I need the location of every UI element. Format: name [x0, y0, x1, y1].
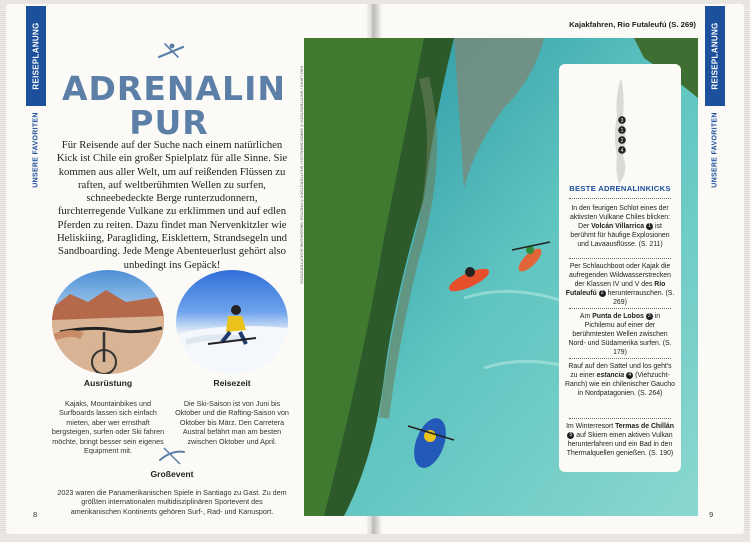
section-tab-right	[705, 6, 725, 106]
mountain-bike-photo	[52, 270, 164, 374]
page-title	[62, 69, 286, 142]
event-heading: Großevent	[150, 469, 194, 479]
page-edge-left	[1, 10, 5, 530]
item-text: Per Schlauchboot oder Kajak die aufregenden Wildwasserstrecken der Klassen IV und V des	[569, 263, 671, 288]
travel-time-text: Die Ski-Saison ist von Juni bis Oktober und die Rafting-Saison von Oktober bis März. Den Carretera Austral befährt man am besten zwischen Oktober und April.	[175, 399, 289, 446]
equipment-text: Kajaks, Mountainbikes und Surfboards lassen sich einfach mieten, aber wer ernsthaft bergsteigen, surfen oder Ski fahren möchte, bringt besser sein eigenes Equipment mit.	[51, 399, 165, 456]
canoe-icon	[158, 446, 186, 466]
item-highlight: Río Futaleufú	[565, 281, 666, 297]
event-text: 2023 waren die Panamerikanischen Spiele in Santiago zu Gast. Zu dem größten internationalen multidisziplinären Sportevent des amerikanischen Kontinents gehören Surf-, Rad- und Kanusport.	[57, 488, 287, 516]
item-number: 5	[567, 432, 574, 439]
photo-credit-text: KAD LAHIN / SHUTTERSTOCK © SIMON BAKALICH / SHUTTERSTOCK © PHOTOS: MAGDALENA.SCHUTTERSTOCK	[299, 65, 305, 285]
page-number-right: 9	[709, 510, 714, 519]
travel-time-heading: Reisezeit	[213, 378, 251, 388]
item-text: auf Skiern einen aktiven Vulkan herunterfahren und ein Bad in den Thermalquellen genießen. (S. 190)	[566, 432, 674, 457]
panel-divider	[569, 258, 671, 259]
item-highlight: estancia	[596, 372, 625, 379]
photo-caption: Kajakfahren, Rio Futaleufú (S. 269)	[569, 20, 696, 29]
intro-text: Für Reisende auf der Suche nach einem natürlichen Kick ist Chile ein großer Spielplatz für alle Sinne. Sie kommen aus aller Welt, um auf reißenden Flüssen zu raften, auf weltberühmten Wellen zu surfen, schneebedeckte Berge runterzudonnern, furchterregende Vulkane zu erklimmen und auf edlen Pferden zu reiten. Dazu findet man Nervenkitzler wie Heliskiing, Paragliding, Eisklettern, Strandsegeln und Sandboarding. Jede Menge Abenteuerlust gehört also unbedingt ins Gepäck!	[56, 139, 288, 271]
panel-item	[565, 422, 675, 458]
panel-divider	[569, 418, 671, 419]
adrenaline-panel	[559, 64, 681, 472]
item-text: Rauf auf den Sattel und los geht's zu einer	[568, 363, 672, 379]
equipment-heading: Ausrüstung	[83, 378, 133, 388]
title-line1: ADRENALIN	[62, 69, 286, 108]
panel-item	[565, 362, 675, 398]
subsection-tab-right	[705, 110, 725, 190]
panel-item	[565, 312, 675, 357]
title-line2: PUR	[129, 103, 209, 142]
map-marker-1: 3	[620, 118, 624, 124]
item-text: Im Winterresort	[566, 423, 616, 430]
panel-divider	[569, 198, 671, 199]
item-number: 4	[626, 372, 633, 379]
kayak-icon	[156, 40, 186, 64]
item-number: 2	[599, 290, 606, 297]
page-number-left: 8	[33, 510, 38, 519]
panel-title: BESTE ADRENALINKICKS	[569, 184, 671, 193]
subsection-tab-label: UNSERE FAVORITEN	[32, 112, 40, 188]
section-tab-label: REISEPLANUNG	[31, 22, 41, 90]
item-highlight: Punta de Lobos	[592, 313, 644, 320]
subsection-tab	[26, 110, 46, 190]
item-highlight: Termas de Chillán	[615, 423, 674, 430]
item-number: 1	[646, 223, 653, 230]
item-number: 3	[646, 313, 653, 320]
map-marker-2: 1	[620, 128, 624, 134]
item-text: (Viehzucht-Ranch) wie ein chilenischer Gaucho in Nordpatagonien. (S. 264)	[565, 372, 675, 397]
panel-divider	[569, 308, 671, 309]
item-highlight: Volcán Villarrica	[591, 223, 645, 230]
chile-map-icon	[603, 76, 639, 186]
item-text: Am	[579, 313, 593, 320]
panel-item	[565, 262, 675, 307]
page-edge-right	[745, 10, 749, 530]
panel-item	[565, 204, 675, 249]
item-text: in Pichilemu auf einer der berühmtesten Wellen zwischen Nord- und Südamerika surfen. (S. 179)	[568, 313, 672, 356]
item-text: In den feurigen Schlot eines der aktivsten Vulkane Chiles blicken: Der	[569, 205, 671, 230]
section-tab	[26, 6, 46, 106]
section-tab-right-label: REISEPLANUNG	[710, 22, 720, 90]
panel-divider	[569, 358, 671, 359]
item-text: herunterrauschen. (S. 269)	[605, 290, 675, 306]
subsection-tab-right-label: UNSERE FAVORITEN	[711, 112, 719, 188]
skier-photo	[176, 270, 288, 374]
map-marker-3: 2	[620, 138, 624, 144]
map-marker-4: 4	[620, 148, 624, 154]
item-text: ist berühmt für häufige Explosionen und Lavaausflüsse. (S. 211)	[570, 223, 670, 248]
